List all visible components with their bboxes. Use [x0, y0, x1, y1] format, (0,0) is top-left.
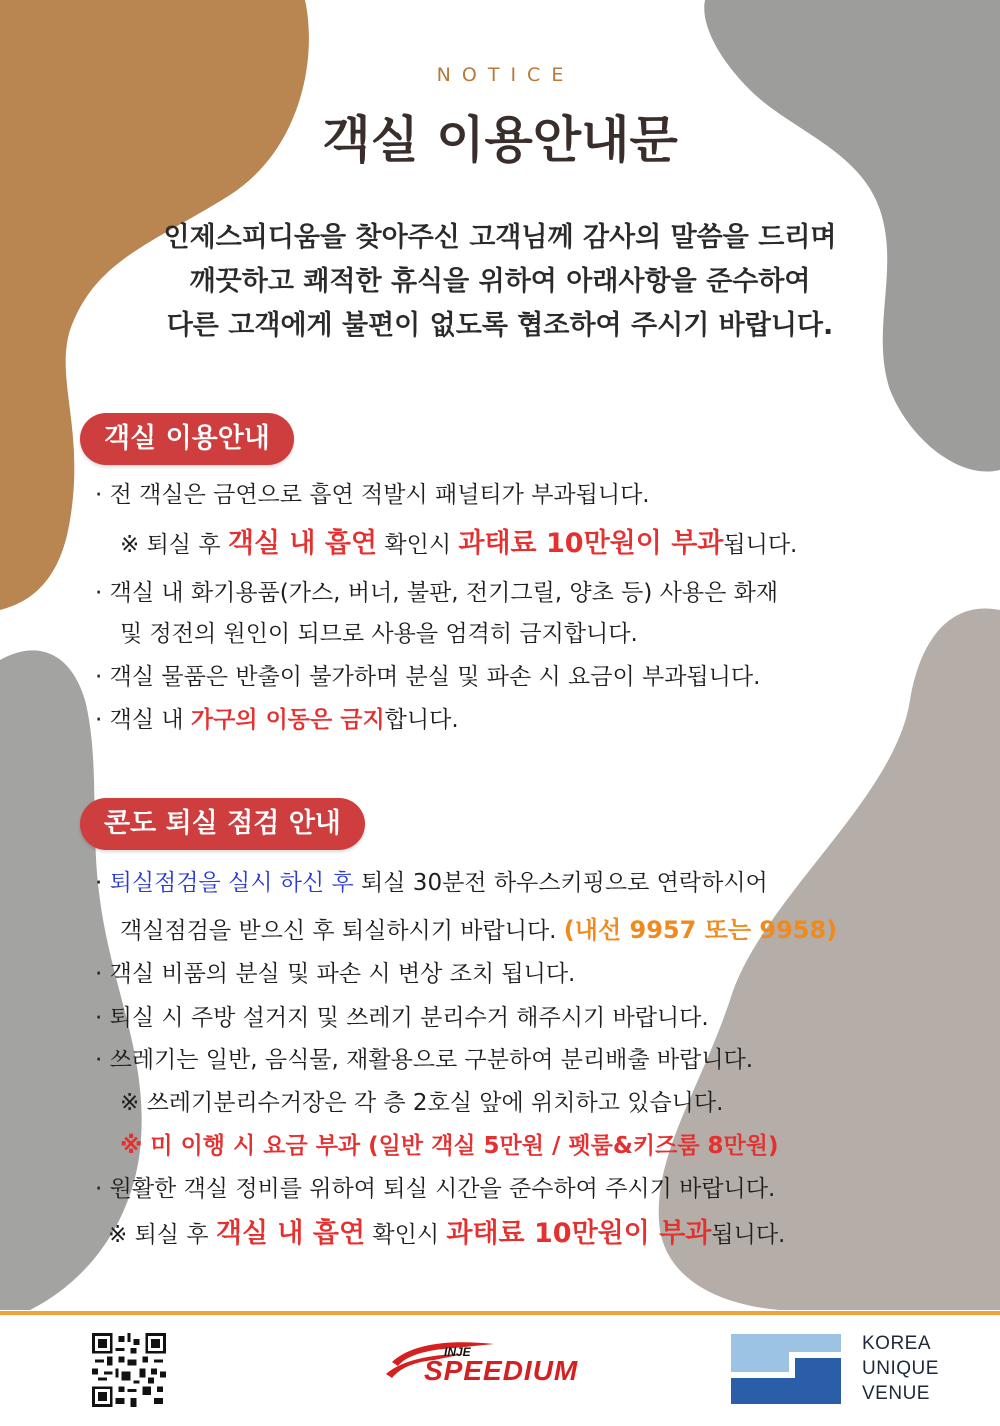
notice-eyebrow: NOTICE — [436, 64, 575, 86]
page-title: 객실 이용안내문 — [322, 111, 678, 169]
brand-big-text: SPEEDIUM — [424, 1355, 579, 1386]
korea-unique-venue-logo-icon — [731, 1334, 841, 1404]
footer-divider — [0, 1311, 1000, 1315]
intro-line: 인제스피디움을 찾아주신 고객님께 감사의 말씀을 드리며 — [163, 222, 837, 253]
rule-smoking-fine: ※ 퇴실 후 객실 내 흡연 확인시 과태료 10만원이 부과됩니다. — [120, 528, 798, 559]
checkout-smoking-fine: ※ 퇴실 후 객실 내 흡연 확인시 과태료 10만원이 부과됩니다. — [108, 1218, 786, 1249]
intro-line: 다른 고객에게 불편이 없도록 협조하여 주시기 바랍니다. — [166, 310, 834, 341]
rule-no-furniture-move: · 객실 내 가구의 이동은 금지합니다. — [95, 707, 459, 733]
kuv-line: VENUE — [862, 1383, 930, 1404]
checkout-damage: · 객실 비품의 분실 및 파손 시 변상 조치 됩니다. — [95, 961, 576, 987]
checkout-call-housekeeping: · 퇴실점검을 실시 하신 후 퇴실 30분전 하우스키핑으로 연락하시어 — [95, 870, 768, 896]
checkout-waste-location: ※ 쓰레기분리수거장은 각 층 2호실 앞에 위치하고 있습니다. — [120, 1090, 724, 1116]
kuv-line: KOREA — [862, 1333, 932, 1354]
checkout-time: · 원활한 객실 정비를 위하여 퇴실 시간을 준수하여 주시기 바랍니다. — [95, 1176, 776, 1202]
speedium-logo — [384, 1340, 664, 1388]
rule-fire-items: · 객실 내 화기용품(가스, 버너, 불판, 전기그릴, 양초 등) 사용은 화재 — [95, 580, 779, 606]
checkout-penalty: ※ 미 이행 시 요금 부과 (일반 객실 5만원 / 펫룸&키즈룸 8만원) — [120, 1133, 779, 1159]
brand-small-text: INJE — [444, 1345, 471, 1359]
rule-fire-items-cont: 및 정전의 원인이 되므로 사용을 엄격히 금지합니다. — [120, 621, 638, 647]
rule-no-removal: · 객실 물품은 반출이 불가하며 분실 및 파손 시 요금이 부과됩니다. — [95, 664, 761, 690]
section-heading-checkout: 콘도 퇴실 점검 안내 — [80, 798, 365, 850]
intro-paragraph — [60, 216, 940, 348]
qr-code-icon[interactable] — [92, 1333, 166, 1407]
kuv-line: UNIQUE — [862, 1358, 939, 1379]
korea-unique-venue-text — [862, 1331, 939, 1406]
section-heading-room-guide: 객실 이용안내 — [80, 413, 294, 465]
checkout-waste-sorting: · 쓰레기는 일반, 음식물, 재활용으로 구분하여 분리배출 바랍니다. — [95, 1047, 754, 1073]
intro-line: 깨끗하고 쾌적한 휴식을 위하여 아래사항을 준수하여 — [189, 266, 811, 297]
checkout-inspection: 객실점검을 받으신 후 퇴실하시기 바랍니다. (내선 9957 또는 9958) — [120, 916, 838, 944]
checkout-cleanup: · 퇴실 시 주방 설거지 및 쓰레기 분리수거 해주시기 바랍니다. — [95, 1005, 709, 1031]
rule-no-smoking: · 전 객실은 금연으로 흡연 적발시 패널티가 부과됩니다. — [95, 482, 650, 508]
